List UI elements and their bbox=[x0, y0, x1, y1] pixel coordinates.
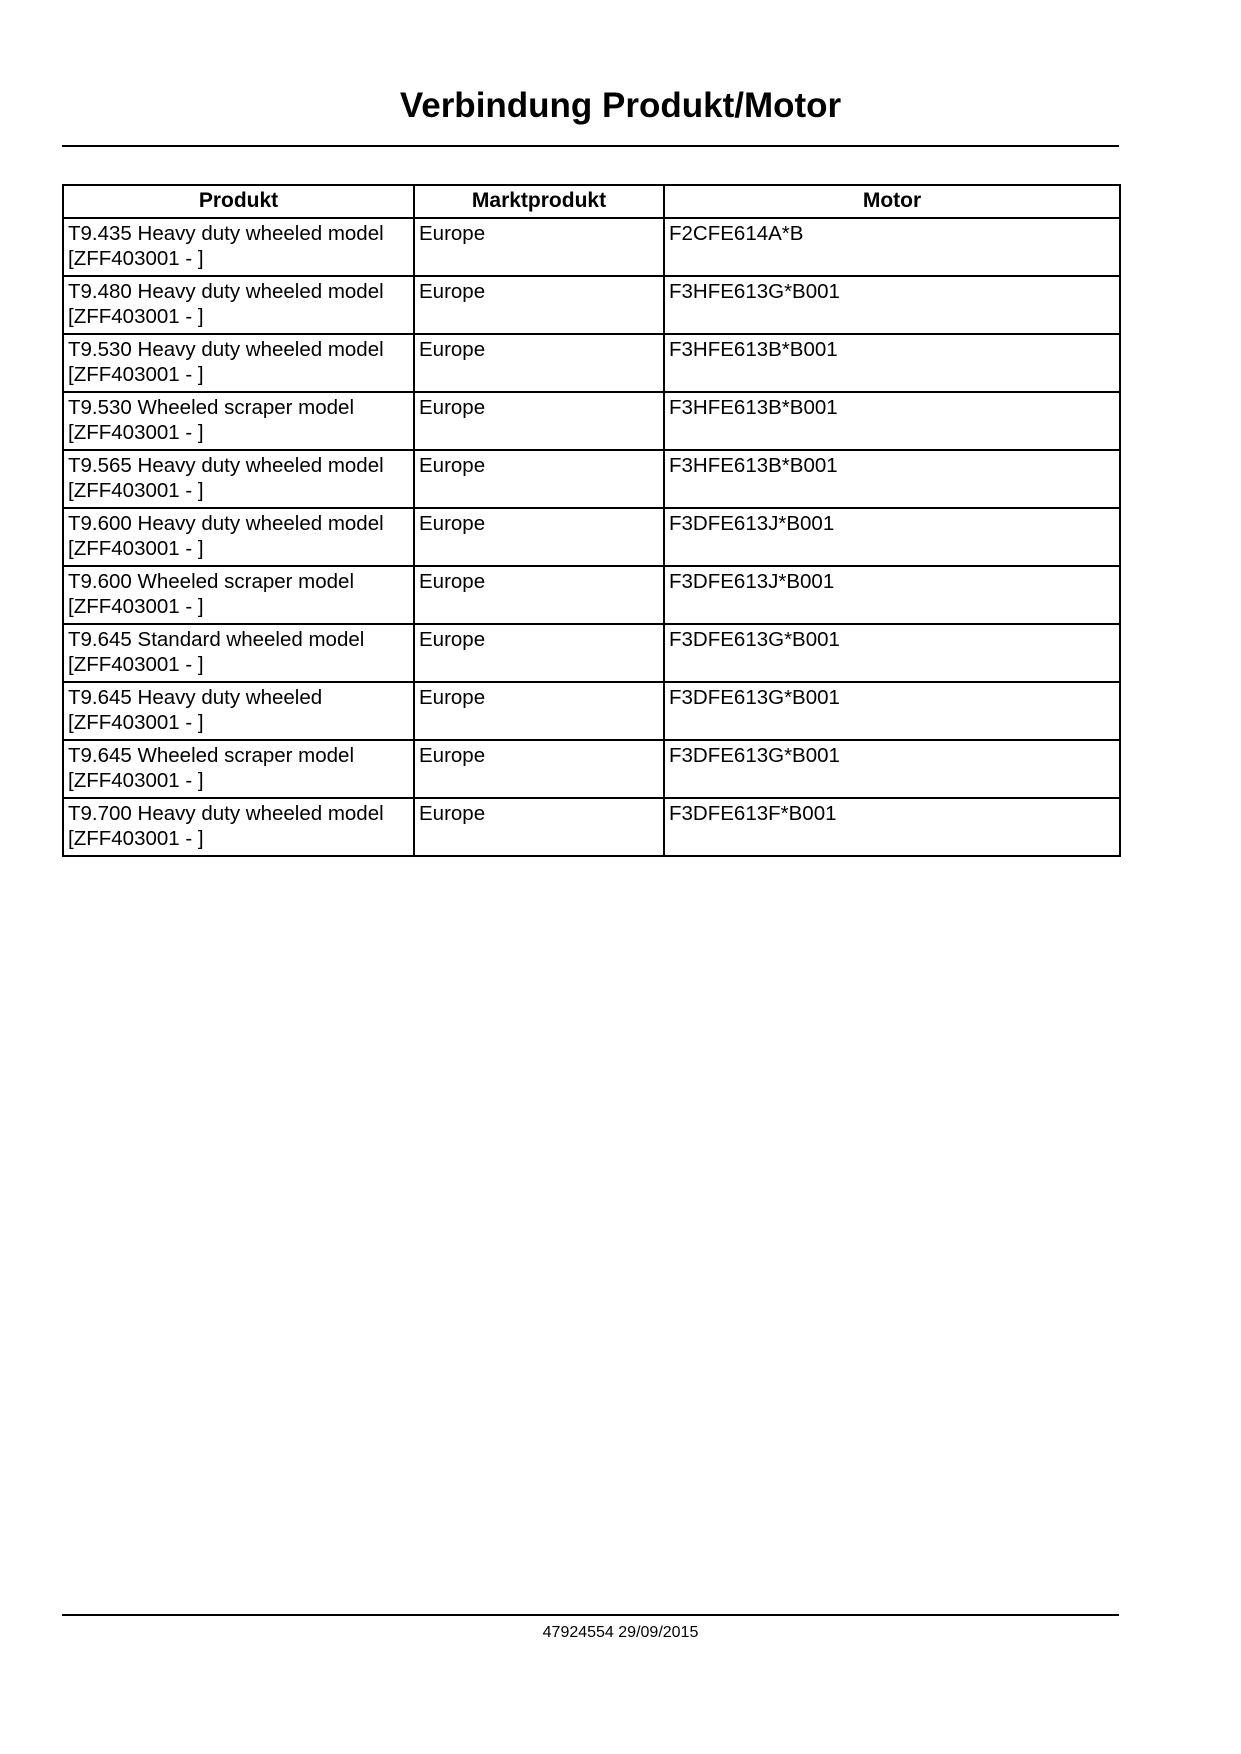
produkt-serial-range: [ZFF403001 - ] bbox=[68, 653, 204, 676]
cell-produkt bbox=[63, 450, 414, 508]
table-row bbox=[63, 682, 1120, 740]
produkt-model: T9.645 Wheeled scraper model bbox=[68, 744, 355, 767]
table-row bbox=[63, 334, 1120, 392]
cell-marktprodukt: Europe bbox=[414, 798, 664, 856]
cell-motor: F3DFE613G*B001 bbox=[664, 682, 1120, 740]
cell-produkt bbox=[63, 740, 414, 798]
produkt-serial-range: [ZFF403001 - ] bbox=[68, 595, 204, 618]
table-row bbox=[63, 218, 1120, 276]
cell-produkt bbox=[63, 624, 414, 682]
table-row bbox=[63, 624, 1120, 682]
cell-marktprodukt: Europe bbox=[414, 276, 664, 334]
cell-marktprodukt: Europe bbox=[414, 508, 664, 566]
cell-motor: F3HFE613B*B001 bbox=[664, 392, 1120, 450]
produkt-model: T9.530 Heavy duty wheeled model bbox=[68, 338, 384, 361]
cell-motor: F2CFE614A*B bbox=[664, 218, 1120, 276]
product-engine-table-container bbox=[62, 184, 1119, 857]
footer-divider bbox=[62, 1614, 1119, 1616]
cell-marktprodukt: Europe bbox=[414, 566, 664, 624]
cell-produkt bbox=[63, 334, 414, 392]
produkt-model: T9.700 Heavy duty wheeled model bbox=[68, 802, 384, 825]
table-body bbox=[63, 218, 1120, 856]
cell-motor: F3DFE613J*B001 bbox=[664, 566, 1120, 624]
cell-produkt bbox=[63, 798, 414, 856]
cell-produkt bbox=[63, 508, 414, 566]
table-row bbox=[63, 740, 1120, 798]
cell-produkt bbox=[63, 276, 414, 334]
cell-marktprodukt: Europe bbox=[414, 682, 664, 740]
table-row bbox=[63, 798, 1120, 856]
cell-marktprodukt: Europe bbox=[414, 334, 664, 392]
cell-produkt bbox=[63, 392, 414, 450]
produkt-serial-range: [ZFF403001 - ] bbox=[68, 479, 204, 502]
produkt-serial-range: [ZFF403001 - ] bbox=[68, 711, 204, 734]
produkt-model: T9.645 Heavy duty wheeled bbox=[68, 686, 323, 709]
table-row bbox=[63, 566, 1120, 624]
produkt-serial-range: [ZFF403001 - ] bbox=[68, 827, 204, 850]
produkt-serial-range: [ZFF403001 - ] bbox=[68, 305, 204, 328]
column-header-motor: Motor bbox=[664, 185, 1120, 218]
produkt-model: T9.565 Heavy duty wheeled model bbox=[68, 454, 384, 477]
produkt-model: T9.600 Heavy duty wheeled model bbox=[68, 512, 384, 535]
produkt-model: T9.435 Heavy duty wheeled model bbox=[68, 222, 384, 245]
table-row bbox=[63, 276, 1120, 334]
cell-marktprodukt: Europe bbox=[414, 218, 664, 276]
produkt-model: T9.600 Wheeled scraper model bbox=[68, 570, 355, 593]
column-header-marktprodukt: Marktprodukt bbox=[414, 185, 664, 218]
produkt-model: T9.480 Heavy duty wheeled model bbox=[68, 280, 384, 303]
table-row bbox=[63, 450, 1120, 508]
title-divider bbox=[62, 145, 1119, 147]
cell-marktprodukt: Europe bbox=[414, 450, 664, 508]
cell-produkt bbox=[63, 682, 414, 740]
table-row bbox=[63, 508, 1120, 566]
cell-motor: F3HFE613G*B001 bbox=[664, 276, 1120, 334]
cell-motor: F3DFE613G*B001 bbox=[664, 624, 1120, 682]
footer-text: 47924554 29/09/2015 bbox=[542, 1624, 699, 1641]
produkt-serial-range: [ZFF403001 - ] bbox=[68, 769, 204, 792]
product-engine-table bbox=[62, 184, 1121, 857]
produkt-serial-range: [ZFF403001 - ] bbox=[68, 421, 204, 444]
produkt-serial-range: [ZFF403001 - ] bbox=[68, 537, 204, 560]
produkt-model: T9.530 Wheeled scraper model bbox=[68, 396, 355, 419]
cell-produkt bbox=[63, 566, 414, 624]
column-header-produkt: Produkt bbox=[63, 185, 414, 218]
table-header-row bbox=[63, 185, 1120, 218]
cell-marktprodukt: Europe bbox=[414, 740, 664, 798]
cell-produkt bbox=[63, 218, 414, 276]
cell-marktprodukt: Europe bbox=[414, 624, 664, 682]
cell-marktprodukt: Europe bbox=[414, 392, 664, 450]
produkt-serial-range: [ZFF403001 - ] bbox=[68, 363, 204, 386]
cell-motor: F3DFE613J*B001 bbox=[664, 508, 1120, 566]
cell-motor: F3DFE613F*B001 bbox=[664, 798, 1120, 856]
produkt-model: T9.645 Standard wheeled model bbox=[68, 628, 365, 651]
page-title: Verbindung Produkt/Motor bbox=[399, 86, 842, 125]
produkt-serial-range: [ZFF403001 - ] bbox=[68, 247, 204, 270]
cell-motor: F3DFE613G*B001 bbox=[664, 740, 1120, 798]
cell-motor: F3HFE613B*B001 bbox=[664, 334, 1120, 392]
table-row bbox=[63, 392, 1120, 450]
cell-motor: F3HFE613B*B001 bbox=[664, 450, 1120, 508]
